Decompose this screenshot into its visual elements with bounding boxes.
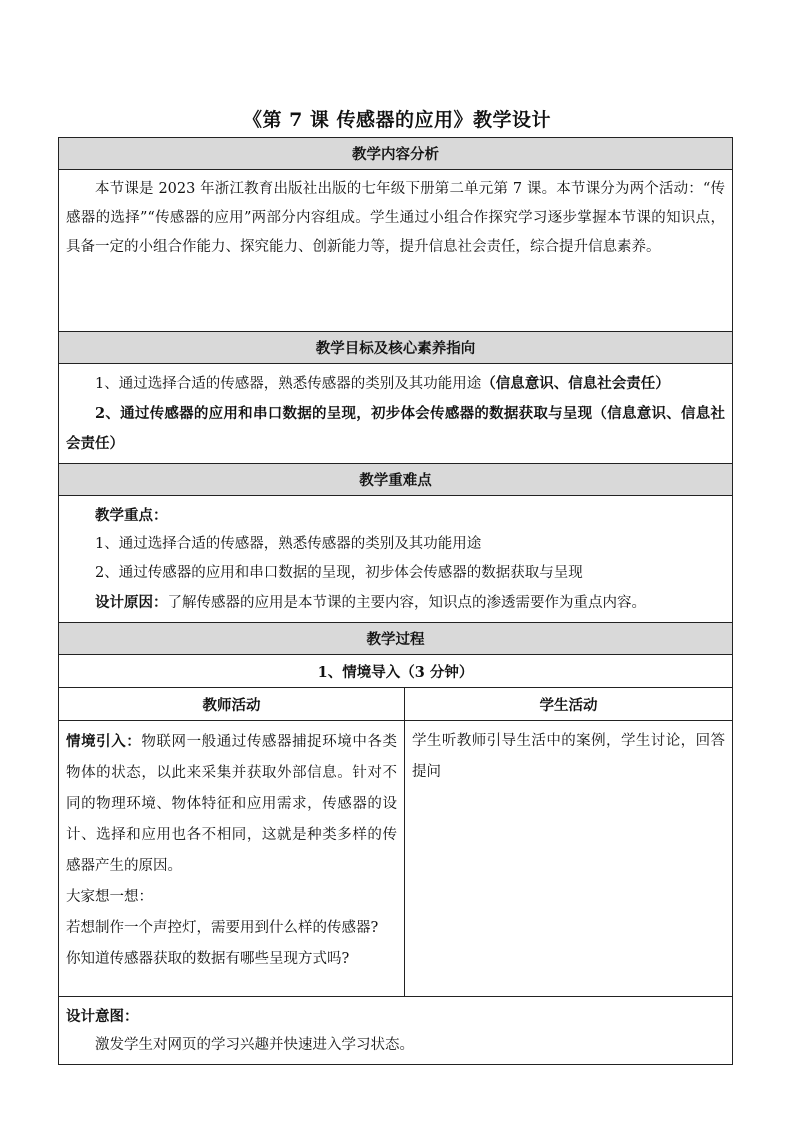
objective-item-2: 2、通过传感器的应用和串口数据的呈现，初步体会传感器的数据获取与呈现（信息意识、信息社会责任） (66, 405, 725, 452)
lesson-plan-table (58, 137, 733, 1065)
section-title: 教学内容分析 (59, 138, 733, 170)
teacher-activity-cell (59, 721, 405, 997)
design-intent-row (59, 997, 733, 1065)
student-activity-header: 学生活动 (405, 688, 733, 721)
section-header-objectives (59, 332, 733, 364)
design-intent-label: 设计意图： (66, 1008, 139, 1025)
activity-row (59, 721, 733, 997)
design-reason: 设计原因：了解传感器的应用是本节课的主要内容，知识点的渗透需要作为重点内容。 (95, 594, 646, 611)
key-points-row (59, 496, 733, 623)
key-points-label: 教学重点： (95, 507, 168, 524)
page-title: 《第 7 课 传感器的应用》教学设计 (242, 109, 552, 131)
objective-item-1: 1、通过选择合适的传感器，熟悉传感器的类别及其功能用途（信息意识、信息社会责任） (95, 375, 670, 392)
section-title: 教学目标及核心素养指向 (59, 332, 733, 364)
teacher-question-2: 你知道传感器获取的数据有哪些呈现方式吗? (66, 951, 350, 967)
student-activity-text: 学生听教师引导生活中的案例，学生讨论，回答提问 (412, 733, 725, 780)
objectives-row (59, 364, 733, 464)
key-point-item-1: 1、通过选择合适的传感器，熟悉传感器的类别及其功能用途 (95, 536, 482, 552)
section-header-process (59, 623, 733, 655)
section-header-key-points (59, 464, 733, 496)
activity-column-headers (59, 688, 733, 721)
process-step-header (59, 655, 733, 688)
teacher-activity-header: 教师活动 (59, 688, 405, 721)
teacher-think: 大家想一想： (66, 889, 153, 905)
objective-tag: （信息意识、信息社会责任） (481, 375, 670, 392)
teacher-intro: 情境引入：物联网一般通过传感器捕捉环境中各类物体的状态，以此来采集并获取外部信息。针对不同的物理环境、物体特征和应用需求，传感器的设计、选择和应用也各不相同，这就是种类多样的传感器产生的原因。 (66, 733, 398, 874)
section-title: 教学重难点 (59, 464, 733, 496)
section-header-content-analysis (59, 138, 733, 170)
section-title: 教学过程 (59, 623, 733, 655)
design-intent-text: 激发学生对网页的学习兴趣并快速进入学习状态。 (95, 1037, 414, 1053)
teacher-question-1: 若想制作一个声控灯，需要用到什么样的传感器? (66, 920, 379, 936)
objective-tag: （信息意识、信息社会责任） (66, 405, 725, 452)
student-activity-cell (405, 721, 733, 997)
key-point-item-2: 2、通过传感器的应用和串口数据的呈现，初步体会传感器的数据获取与呈现 (95, 565, 583, 581)
process-step-title: 1、情境导入（3 分钟） (59, 655, 733, 688)
content-analysis-row (59, 170, 733, 332)
content-analysis-text: 本节课是 2023 年浙江教育出版社出版的七年级下册第二单元第 7 课。本节课分为两个活动：“传感器的选择”“传感器的应用”两部分内容组成。学生通过小组合作探究学习逐步掌握本节课的知识点，具备一定的小组合作能力、探究能力、创新能力等，提升信息社会责任，综合提升信息素养。 (66, 181, 725, 255)
